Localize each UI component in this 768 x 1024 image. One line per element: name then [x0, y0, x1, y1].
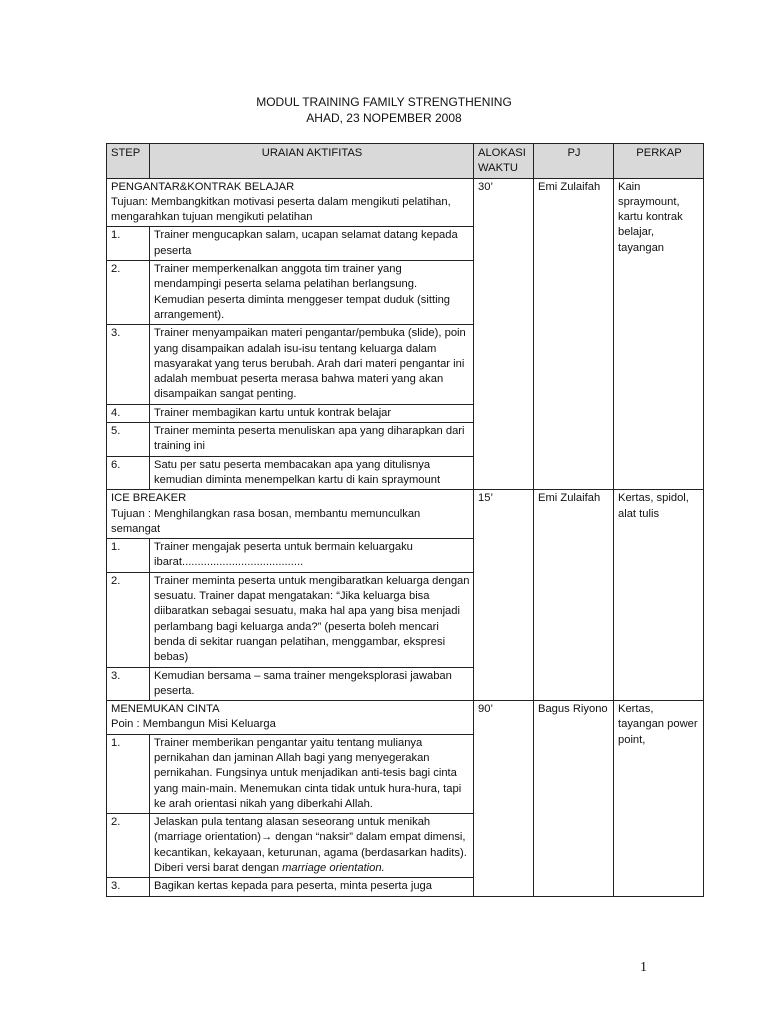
step-number: 2. — [107, 261, 150, 325]
step-text-plain: Jelaskan pula tentang alasan seseorang untuk menikah (marriage orientation)→ dengan “naksir” dalam empat dimensi, kecantikan, kekayaan, keturunan, agama (berdasarkan hadits). Diberi versi barat dengan — [154, 816, 467, 875]
document-title: MODUL TRAINING FAMILY STRENGTHENING — [256, 95, 512, 109]
section-time: 30’ — [474, 178, 534, 490]
document-date: AHAD, 23 NOPEMBER 2008 — [306, 111, 462, 125]
section-title: MENEMUKAN CINTA — [111, 703, 220, 716]
step-text: Trainer memberikan pengantar yaitu tentang mulianya pernikahan dan jaminan Allah bagi yang menyegerakan pernikahan. Fungsinya untuk menjadikan anti-tesis bagi cinta yang main-main. Menemukan cinta tidak untuk hura-hura, tapi ke arah orientasi nikah yang diberkahi Allah. — [150, 734, 474, 813]
step-text — [150, 814, 474, 878]
step-number: 5. — [107, 423, 150, 457]
section-row — [107, 178, 704, 227]
step-text: Kemudian bersama – sama trainer mengeksplorasi jawaban peserta. — [150, 667, 474, 701]
section-header-cell — [107, 701, 474, 735]
step-text: Trainer mengajak peserta untuk bermain keluargaku ibarat....................................... — [150, 539, 474, 573]
col-perkap-header: PERKAP — [614, 144, 704, 179]
section-header-cell — [107, 490, 474, 539]
step-number: 1. — [107, 539, 150, 573]
section-row — [107, 701, 704, 735]
col-step-header: STEP — [107, 144, 150, 179]
step-number: 3. — [107, 325, 150, 404]
section-goal: Tujuan: Membangkitkan motivasi peserta dalam mengikuti pelatihan, mengarahkan tujuan mengikuti pelatihan — [111, 195, 451, 224]
col-pj-header: PJ — [534, 144, 614, 179]
step-text: Satu per satu peserta membacakan apa yang ditulisnya kemudian diminta menempelkan kartu di kain spraymount — [150, 456, 474, 490]
section-time: 90’ — [474, 701, 534, 897]
step-number: 3. — [107, 667, 150, 701]
step-text: Trainer memperkenalkan anggota tim trainer yang mendampingi peserta selama pelatihan berlangsung. Kemudian peserta diminta menggeser tempat duduk (sitting arrangement). — [150, 261, 474, 325]
step-text: Trainer meminta peserta menuliskan apa yang diharapkan dari training ini — [150, 423, 474, 457]
training-module-table — [106, 143, 704, 897]
section-header-cell — [107, 178, 474, 227]
section-pj: Emi Zulaifah — [534, 178, 614, 490]
section-perkap: Kain spraymount, kartu kontrak belajar, tayangan — [614, 178, 704, 490]
document-header — [0, 94, 768, 126]
step-number: 3. — [107, 878, 150, 896]
section-pj: Bagus Riyono — [534, 701, 614, 897]
section-goal: Tujuan : Menghilangkan rasa bosan, membantu memunculkan semangat — [111, 507, 421, 535]
section-pj: Emi Zulaifah — [534, 490, 614, 701]
step-number: 1. — [107, 734, 150, 813]
section-title: ICE BREAKER — [111, 492, 187, 505]
section-perkap: Kertas, tayangan power point, — [614, 701, 704, 897]
section-row — [107, 490, 704, 539]
section-title: PENGANTAR&KONTRAK BELAJAR — [111, 180, 295, 193]
step-number: 2. — [107, 572, 150, 667]
step-text-italic: marriage orientation. — [282, 862, 385, 875]
page-number: 1 — [640, 960, 647, 975]
step-number: 4. — [107, 404, 150, 422]
step-number: 1. — [107, 227, 150, 261]
section-goal: Poin : Membangun Misi Keluarga — [111, 718, 276, 731]
step-text: Trainer menyampaikan materi pengantar/pembuka (slide), poin yang disampaikan adalah isu-isu tentang keluarga dalam masyarakat yang terus berubah. Arah dari materi pengantar ini adalah membuat peserta merasa bahwa materi yang akan disampaikan sangat penting. — [150, 325, 474, 404]
step-number: 6. — [107, 456, 150, 490]
section-perkap: Kertas, spidol, alat tulis — [614, 490, 704, 701]
col-alokasi-header: ALOKASI WAKTU — [474, 144, 534, 179]
table-header-row — [107, 144, 704, 179]
section-time: 15’ — [474, 490, 534, 701]
step-text: Bagikan kertas kepada para peserta, minta peserta juga — [150, 878, 474, 896]
step-text: Trainer membagikan kartu untuk kontrak belajar — [150, 404, 474, 422]
step-number: 2. — [107, 814, 150, 878]
step-text: Trainer mengucapkan salam, ucapan selamat datang kepada peserta — [150, 227, 474, 261]
col-uraian-header: URAIAN AKTIFITAS — [150, 144, 474, 179]
step-text: Trainer meminta peserta untuk mengibaratkan keluarga dengan sesuatu. Trainer dapat mengatakan: “Jika keluarga bisa diibaratkan sebagai sesuatu, maka hal apa yang bisa menjadi perlambang bagi keluarga anda?” (peserta boleh mencari benda di sekitar ruangan pelatihan, menggambar, ekspresi bebas) — [150, 572, 474, 667]
